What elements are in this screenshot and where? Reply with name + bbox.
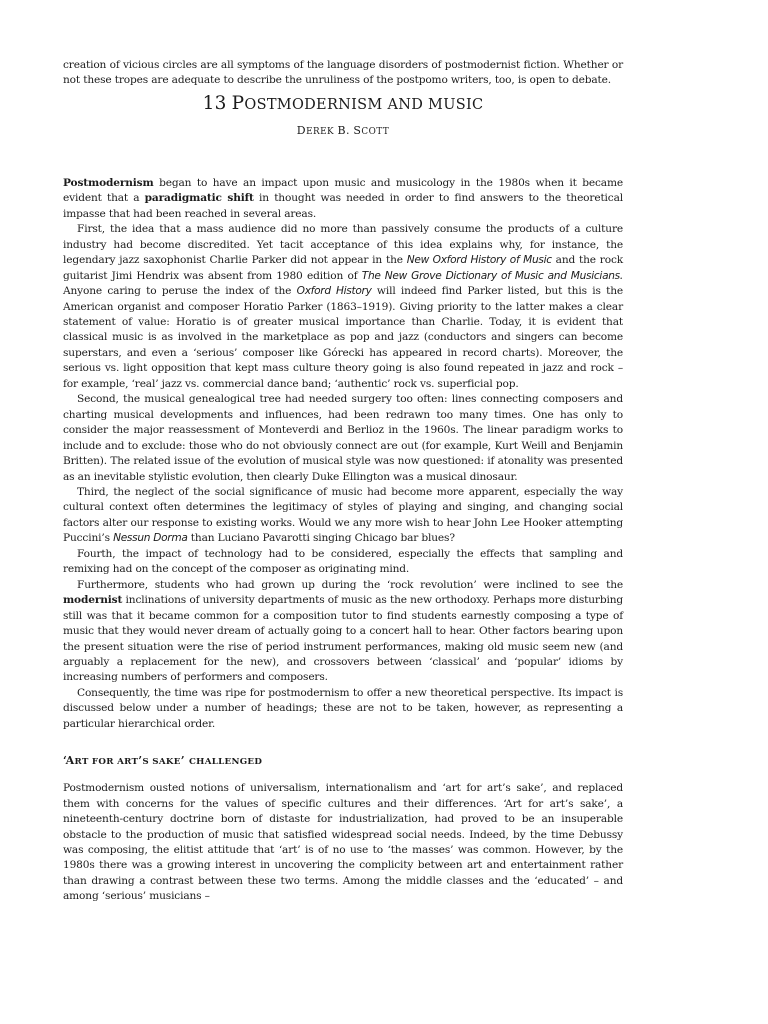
- chapter-title-rest: OSTMODERNISM AND MUSIC: [244, 96, 484, 113]
- title-oxford-history: Oxford History: [296, 285, 372, 298]
- term-postmodernism: Postmodernism: [63, 176, 154, 189]
- heading-part: RT FOR ART: [74, 757, 139, 768]
- page-body: [63, 58, 623, 905]
- text-segment: Third, the neglect of the social significance of music had become more apparent, especially the way cultural context often determines the legitimacy of styles of playing and singing, and changing social factors alter our response to existing works. Would we any more wish to hear John Lee Hooker attempting Puccini’s: [63, 485, 623, 545]
- author-last-rest: COTT: [361, 126, 390, 137]
- title-new-grove-dictionary: The New Grove Dictionary of Music and Musicians.: [361, 269, 623, 282]
- intro-paragraph: [63, 176, 623, 222]
- text-segment: will indeed find Parker listed, but this is the American organist and composer Horatio Parker (1863–1919). Giving priority to the latter makes a clear statement of value: Horatio is of greater musical importance than Charlie. Today, it is evident that classical music is as involved in the marketplace as pop and jazz (conductors and singers can become superstars, and even a ‘serious’ composer like Górecki has appeared in record charts). Moreover, the serious vs. light opposition that kept mass culture theory going is also found repeated in jazz and rock – for example, ‘real’ jazz vs. commercial dance band; ‘authentic’ rock vs. superficial pop.: [63, 285, 623, 390]
- heading-part: S SAKE: [142, 757, 181, 768]
- text-segment: than Luciano Pavarotti singing Chicago bar blues?: [187, 532, 455, 545]
- title-nessun-dorma: Nessun Dorma: [113, 532, 188, 545]
- author-byline: [63, 124, 623, 137]
- term-modernist: modernist: [63, 594, 123, 607]
- paragraph-third: [63, 485, 623, 547]
- term-paradigmatic-shift: paradigmatic shift: [144, 192, 254, 205]
- author-first-initial: D: [296, 123, 307, 137]
- heading-part: ‘A: [63, 754, 75, 768]
- paragraph-consequently: Consequently, the time was ripe for postmodernism to offer a new theoretical perspective. Its impact is discussed below under a number of headings; these are not to be taken, however, as representing a particular hierarchical order.: [63, 686, 623, 730]
- text-segment: First, the idea that a mass audience did no more than passively consume the products of a culture industry had become discredited. Yet tacit acceptance of this idea explains why, for instance, the legendary jazz saxophonist Charlie Parker did not appear in the: [63, 223, 623, 267]
- chapter-title-initial: P: [231, 92, 245, 114]
- text-segment: in thought was needed in order to find answers to the theoretical impasse that had been reached in several areas.: [63, 192, 623, 220]
- paragraph-first: [63, 222, 623, 392]
- paragraph-fourth: Fourth, the impact of technology had to be considered, especially the effects that sampling and remixing had on the concept of the composer as originating mind.: [63, 547, 623, 576]
- text-segment: inclinations of university departments of music as the new orthodoxy. Perhaps more disturbing still was that it became common for a composition tutor to find students earnestly composing a type of music that they would never dream of actually going to a concert hall to hear. Other factors bearing upon the present situation were the rise of period instrument performances, making old music seem new (and arguably a replacement for the new), and crossovers between ‘classical’ and ‘popular’ idioms by increasing numbers of performers and composers.: [63, 594, 623, 684]
- heading-part: ’: [180, 754, 189, 768]
- heading-part: ’: [138, 754, 143, 768]
- text-segment: and the rock guitarist Jimi Hendrix was absent from 1980 edition of: [63, 254, 623, 282]
- author-middle: B.: [337, 123, 351, 137]
- carryover-paragraph: creation of vicious circles are all symptoms of the language disorders of postmodernist fiction. Whether or not these tropes are adequate to describe the unruliness of the postpomo writers, too, is open to debate.: [63, 59, 623, 87]
- title-new-oxford-history: New Oxford History of Music: [406, 254, 552, 267]
- text-segment: began to have an impact upon music and musicology in the 1980s when it became evident that a: [63, 176, 623, 205]
- author-last-initial: S: [353, 123, 362, 137]
- author-first-rest: EREK: [306, 126, 335, 137]
- paragraph-second: Second, the musical genealogical tree had needed surgery too often: lines connecting composers and charting musical developments and influences, had been redrawn too many times. One has only to consider the major reassessment of Monteverdi and Berlioz in the 1960s. The linear paradigm works to include and to exclude: those who do not obviously connect are out (for example, Kurt Weill and Benjamin Britten). The related issue of the evolution of musical style was now questioned: if atonality was presented as an inevitable stylistic evolution, then clearly Duke Ellington was a musical dinosaur.: [63, 393, 623, 483]
- text-segment: Furthermore, students who had grown up during the ‘rock revolution’ were inclined to see the: [77, 578, 623, 591]
- heading-part: CHALLENGED: [188, 757, 263, 768]
- chapter-number: 13: [202, 92, 227, 114]
- section-paragraph: Postmodernism ousted notions of universalism, internationalism and ‘art for art’s sake’, and replaced them with concerns for the values of specific cultures and their differences. ‘Art for art’s sake’, a nineteenth-century doctrine born of distaste for industrialization, had proved to be an insuperable obstacle to the production of music that satisfied widespread social needs. Indeed, by the time Debussy was composing, the elitist attitude that ‘art’ is of no use to ‘the masses’ was common. However, by the 1980s there was a growing interest in uncovering the complicity between art and entertainment rather than drawing a contrast between these two terms. Among the middle classes and the ‘educated’ – and among ‘serious’ musicians –: [63, 782, 623, 903]
- text-segment: Anyone caring to peruse the index of the: [63, 285, 297, 298]
- chapter-title: [63, 93, 623, 114]
- paragraph-furthermore: [63, 578, 623, 686]
- section-heading: [63, 754, 623, 767]
